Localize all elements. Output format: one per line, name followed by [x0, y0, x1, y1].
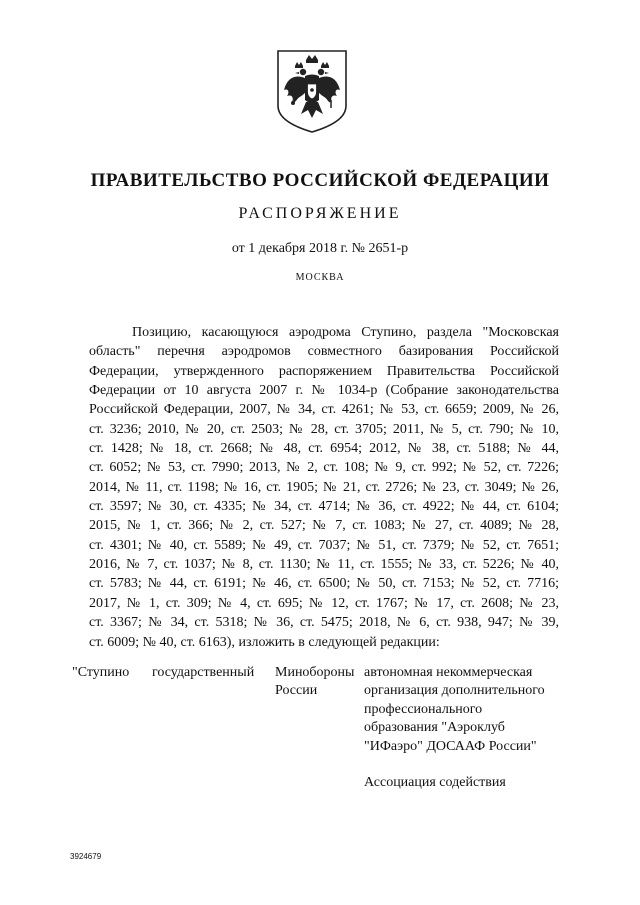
operator-line: образования "Аэроклуб: [364, 720, 505, 736]
aerodrome-name: "Ступино: [72, 665, 130, 680]
body-line: 2016, № 7, ст. 1037; № 8, ст. 1130; № 11, ст. 1555; № 33, ст. 5226; № 40,: [89, 557, 559, 573]
document-type: РАСПОРЯЖЕНИЕ: [238, 205, 402, 222]
body-line: ст. 4301; № 40, ст. 5589; № 49, ст. 7037; № 51, ст. 7379; № 52, ст. 7651;: [89, 537, 559, 553]
body-line: ст. 1428; № 18, ст. 2668; № 48, ст. 6954; 2012, № 38, ст. 5188; № 44,: [89, 441, 559, 457]
operator-line: организация дополнительного: [364, 683, 545, 699]
body-line: ст. 3597; № 30, ст. 4335; № 34, ст. 4714; № 36, ст. 4922; № 44, ст. 6104;: [89, 499, 559, 515]
document-date-number: от 1 декабря 2018 г. № 2651-р: [231, 241, 409, 256]
document-city: МОСКВА: [295, 272, 345, 283]
operator-line: автономная некоммерческая: [364, 665, 533, 680]
body-line: ст. 6052; № 53, ст. 7990; 2013, № 2, ст. 108; № 9, ст. 992; № 52, ст. 7226;: [89, 460, 559, 476]
table-cell-aerodrome: [72, 664, 152, 682]
body-line: ст. 5783; № 44, ст. 6191; № 46, ст. 6500; № 50, ст. 7153; № 52, ст. 7716;: [89, 576, 559, 592]
body-line: Позицию, касающуюся аэродрома Ступино, раздела "Московская: [132, 325, 559, 340]
government-title: ПРАВИТЕЛЬСТВО РОССИЙСКОЙ ФЕДЕРАЦИИ: [90, 170, 550, 191]
aerodrome-type: государственный: [152, 665, 255, 680]
table-cell-operator: [364, 664, 574, 792]
body-line: Российской Федерации, 2007, № 34, ст. 4261; № 53, ст. 6659; 2009, № 26,: [89, 402, 559, 418]
operator-line: "ИФаэро" ДОСААФ России": [364, 738, 537, 754]
owner-line: России: [275, 683, 318, 699]
body-line: ст. 3367; № 34, ст. 5318; № 36, ст. 5475; 2018, № 6, ст. 938, 947; № 39,: [89, 615, 559, 631]
operator-line: профессионального: [364, 701, 483, 717]
body-line: 2017, № 1, ст. 309; № 4, ст. 695; № 12, ст. 1767; № 17, ст. 2608; № 23,: [89, 595, 559, 611]
body-line: 2015, № 1, ст. 366; № 2, ст. 527; № 7, ст. 1083; № 27, ст. 4089; № 28,: [89, 518, 559, 534]
table-cell-type: [152, 664, 277, 682]
body-line: Федерации, утвержденного распоряжением Правительства Российской: [89, 363, 559, 379]
body-line: ст. 3236; 2010, № 20, ст. 2503; № 28, ст. 3705; 2011, № 5, ст. 790; № 10,: [89, 421, 559, 437]
body-line: ст. 6009; № 40, ст. 6163), изложить в следующей редакции:: [89, 634, 440, 650]
table-cell-owner: [275, 664, 360, 701]
body-line: область" перечня аэродромов совместного базирования Российской: [89, 344, 559, 360]
operator-2-line: Ассоциация содействия: [364, 775, 506, 791]
owner-line: Минобороны: [275, 665, 355, 680]
body-line: Федерации от 10 августа 2007 г. № 1034-р (Собрание законодательства: [89, 383, 559, 399]
body-line: 2014, № 11, ст. 1198; № 16, ст. 1905; № 21, ст. 2726; № 23, ст. 3049; № 26,: [89, 479, 559, 495]
coat-of-arms-icon: [275, 48, 349, 134]
document-code: 3924679: [70, 852, 102, 861]
order-body-text: [89, 323, 559, 652]
spacer: [364, 756, 574, 774]
